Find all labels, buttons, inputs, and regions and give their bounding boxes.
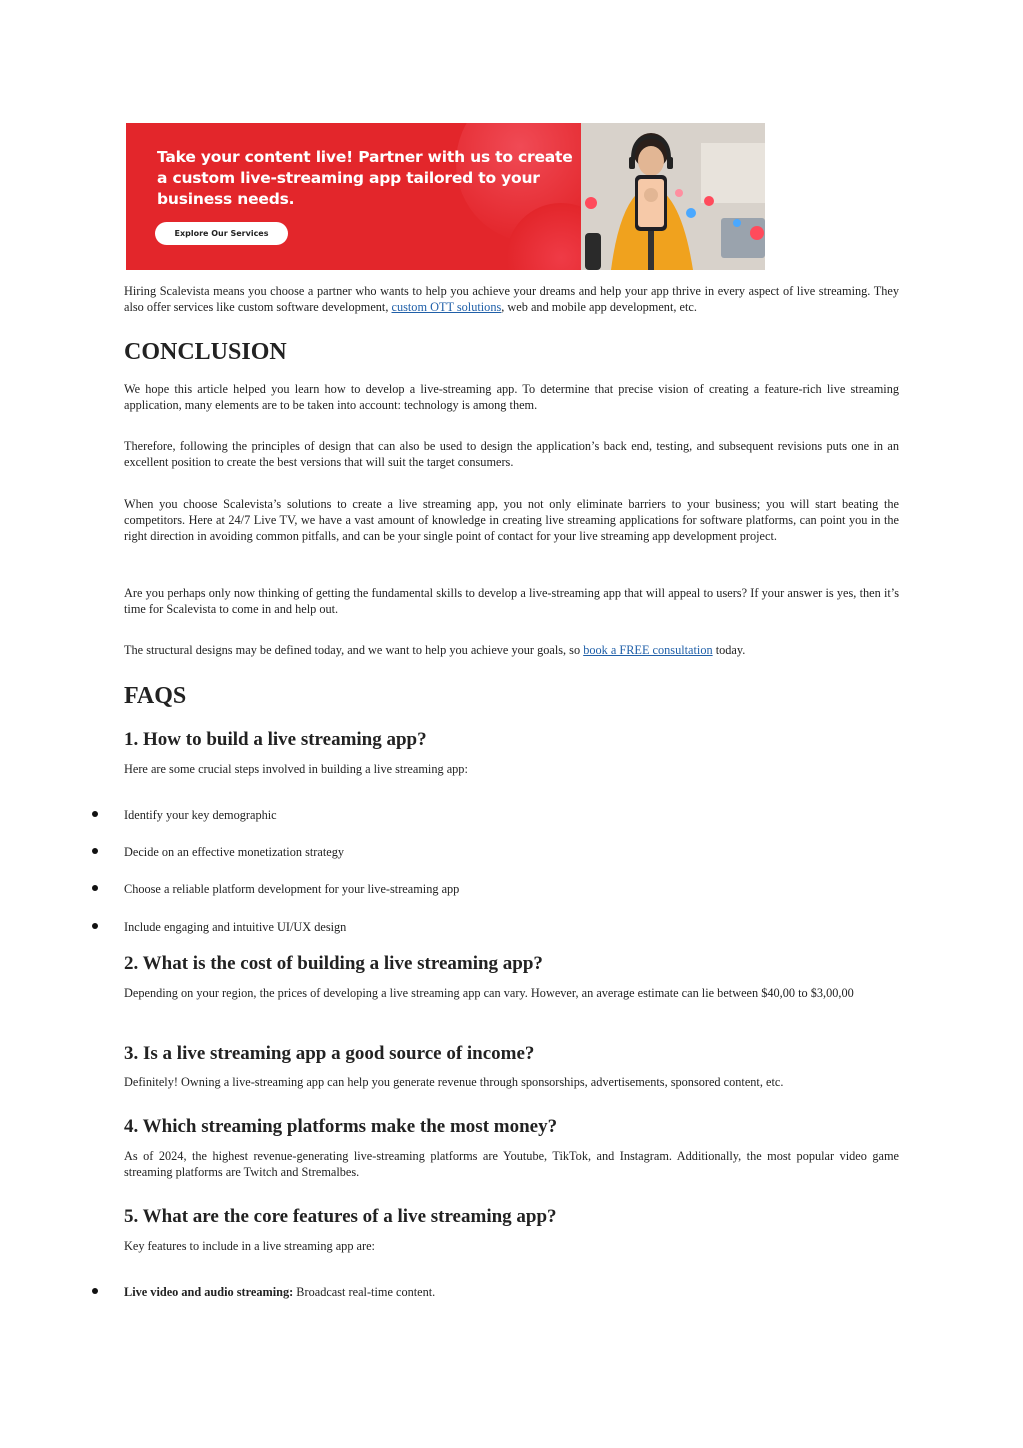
faq-question-3: 3. Is a live streaming app a good source of income? bbox=[124, 1043, 535, 1064]
faq-answer-4: As of 2024, the highest revenue-generating live-streaming platforms are Youtube, TikTok, and Instagram. Additionally, the most popular video game streaming platforms are Twitch and Stremalbes. bbox=[124, 1149, 899, 1179]
feature-label: Live video and audio streaming: bbox=[124, 1285, 294, 1299]
feature-desc: Broadcast real-time content. bbox=[293, 1285, 436, 1299]
intro-text-before: Hiring Scalevista means you choose a partner who wants to help you achieve your dreams and help your app thrive in every aspect of live streaming. They also offer services like custom software development, bbox=[124, 284, 899, 314]
banner-streamer-image bbox=[581, 123, 765, 270]
faqs-heading: FAQS bbox=[124, 683, 187, 709]
intro-text-after: , web and mobile app development, etc. bbox=[501, 300, 697, 314]
explore-services-button[interactable]: Explore Our Services bbox=[155, 222, 288, 245]
faq5-feature-1 bbox=[124, 1284, 435, 1300]
conclusion-paragraph-2: Therefore, following the principles of design that can also be used to design the application’s back end, testing, and subsequent revisions puts one in an excellent position to create the best versions that will suit the target consumers. bbox=[124, 439, 899, 469]
bullet-icon bbox=[92, 811, 98, 817]
promo-banner[interactable] bbox=[126, 123, 765, 270]
faq-question-2: 2. What is the cost of building a live streaming app? bbox=[124, 953, 543, 974]
faq-answer-1: Here are some crucial steps involved in building a live streaming app: bbox=[124, 762, 468, 776]
faq1-step-1: Identify your key demographic bbox=[124, 808, 277, 822]
book-free-consultation-link[interactable]: book a FREE consultation bbox=[583, 643, 713, 657]
conclusion-paragraph-5 bbox=[124, 642, 899, 658]
conclusion-paragraph-3: When you choose Scalevista’s solutions to create a live streaming app, you not only eliminate barriers to your business; you will start beating the competitors. Here at 24/7 Live TV, we have a vast amount of knowledge in creating live streaming applications for software platforms, can point you in the right direction in avoiding common pitfalls, and can be your single point of contact for your live streaming app development project. bbox=[124, 497, 899, 543]
banner-headline: Take your content live! Partner with us to create a custom live-streaming app tailored to your business needs. bbox=[157, 148, 573, 208]
bullet-icon bbox=[92, 1288, 98, 1294]
conclusion-heading: CONCLUSION bbox=[124, 339, 287, 365]
faq-question-5: 5. What are the core features of a live streaming app? bbox=[124, 1206, 557, 1227]
conclusion-paragraph-4: Are you perhaps only now thinking of getting the fundamental skills to develop a live-streaming app that will appeal to users? If your answer is yes, then it’s time for Scalevista to come in and help out. bbox=[124, 586, 899, 616]
bullet-icon bbox=[92, 923, 98, 929]
faq-question-4: 4. Which streaming platforms make the most money? bbox=[124, 1116, 558, 1137]
faq-answer-2: Depending on your region, the prices of developing a live streaming app can vary. However, an average estimate can lie between $40,00 to $3,00,00 bbox=[124, 986, 854, 1000]
conclusion-paragraph-1: We hope this article helped you learn how to develop a live-streaming app. To determine that precise vision of creating a feature-rich live streaming application, many elements are to be taken into account: technology is among them. bbox=[124, 382, 899, 412]
faq-question-1: 1. How to build a live streaming app? bbox=[124, 729, 427, 750]
bullet-icon bbox=[92, 885, 98, 891]
streamer-illustration bbox=[581, 123, 765, 270]
faq-answer-5: Key features to include in a live streaming app are: bbox=[124, 1239, 375, 1253]
p5-text-after: today. bbox=[712, 643, 746, 657]
faq-answer-3: Definitely! Owning a live-streaming app can help you generate revenue through sponsorships, advertisements, sponsored content, etc. bbox=[124, 1075, 784, 1089]
intro-paragraph bbox=[124, 283, 899, 315]
faq1-step-2: Decide on an effective monetization strategy bbox=[124, 845, 344, 859]
faq1-step-3: Choose a reliable platform development for your live-streaming app bbox=[124, 882, 460, 896]
p5-text-before: The structural designs may be defined today, and we want to help you achieve your goals, so bbox=[124, 643, 584, 657]
faq1-step-4: Include engaging and intuitive UI/UX design bbox=[124, 920, 347, 934]
bullet-icon bbox=[92, 848, 98, 854]
custom-ott-solutions-link[interactable]: custom OTT solutions bbox=[391, 300, 502, 314]
